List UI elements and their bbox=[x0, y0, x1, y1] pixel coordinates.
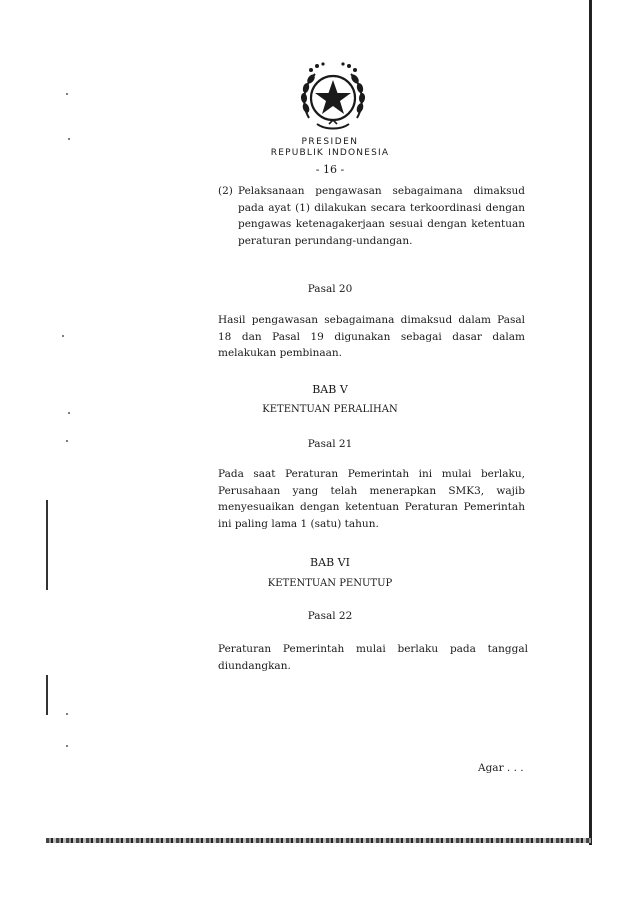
page-number: - 16 - bbox=[315, 163, 345, 176]
header-president: PRESIDEN bbox=[301, 137, 359, 147]
bab-v-heading: BAB V bbox=[312, 383, 348, 396]
continuation-text: Agar . . . bbox=[478, 762, 524, 774]
pasal-21-heading: Pasal 21 bbox=[307, 438, 353, 450]
pasal-21-text: Pada saat Peraturan Pemerintah ini mulai berlaku, Perusahaan yang telah menerapkan SMK3, wajib menyesuaikan dengan ketentuan Peraturan Pemerintah ini paling lama 1 (satu) tahun. bbox=[218, 468, 525, 530]
scan-edge-bottom bbox=[46, 838, 592, 843]
scan-speck bbox=[66, 440, 68, 442]
bab-vi-title: KETENTUAN PENUTUP bbox=[267, 578, 393, 589]
scan-speck bbox=[68, 412, 70, 414]
scan-speck bbox=[66, 713, 68, 715]
pasal-20-heading: Pasal 20 bbox=[307, 283, 353, 295]
header-republic: REPUBLIK INDONESIA bbox=[270, 148, 390, 158]
pasal-22-heading: Pasal 22 bbox=[307, 610, 353, 622]
paragraph-2 bbox=[218, 183, 525, 249]
paragraph-2-text: Pelaksanaan pengawasan sebagaimana dimaksud pada ayat (1) dilakukan secara terkoordinasi dengan pengawas ketenagakerjaan sesuai dengan ketentuan peraturan perundang-undangan. bbox=[238, 185, 525, 247]
bab-vi-heading: BAB VI bbox=[310, 556, 350, 569]
scan-speck bbox=[68, 138, 70, 140]
garuda-star-emblem-icon bbox=[295, 60, 371, 136]
scan-edge-left-lower bbox=[46, 675, 48, 715]
pasal-22-text: Peraturan Pemerintah mulai berlaku pada tanggal diundangkan. bbox=[218, 643, 528, 672]
scan-speck bbox=[66, 93, 68, 95]
scan-edge-right bbox=[589, 0, 592, 845]
scan-speck bbox=[66, 745, 68, 747]
paragraph-number: (2) bbox=[218, 185, 233, 197]
pasal-20-text: Hasil pengawasan sebagaimana dimaksud dalam Pasal 18 dan Pasal 19 digunakan sebagai dasar dalam melakukan pembinaan. bbox=[218, 314, 525, 359]
bab-v-title: KETENTUAN PERALIHAN bbox=[262, 404, 398, 415]
scan-edge-left bbox=[46, 500, 48, 590]
scan-speck bbox=[62, 335, 64, 337]
